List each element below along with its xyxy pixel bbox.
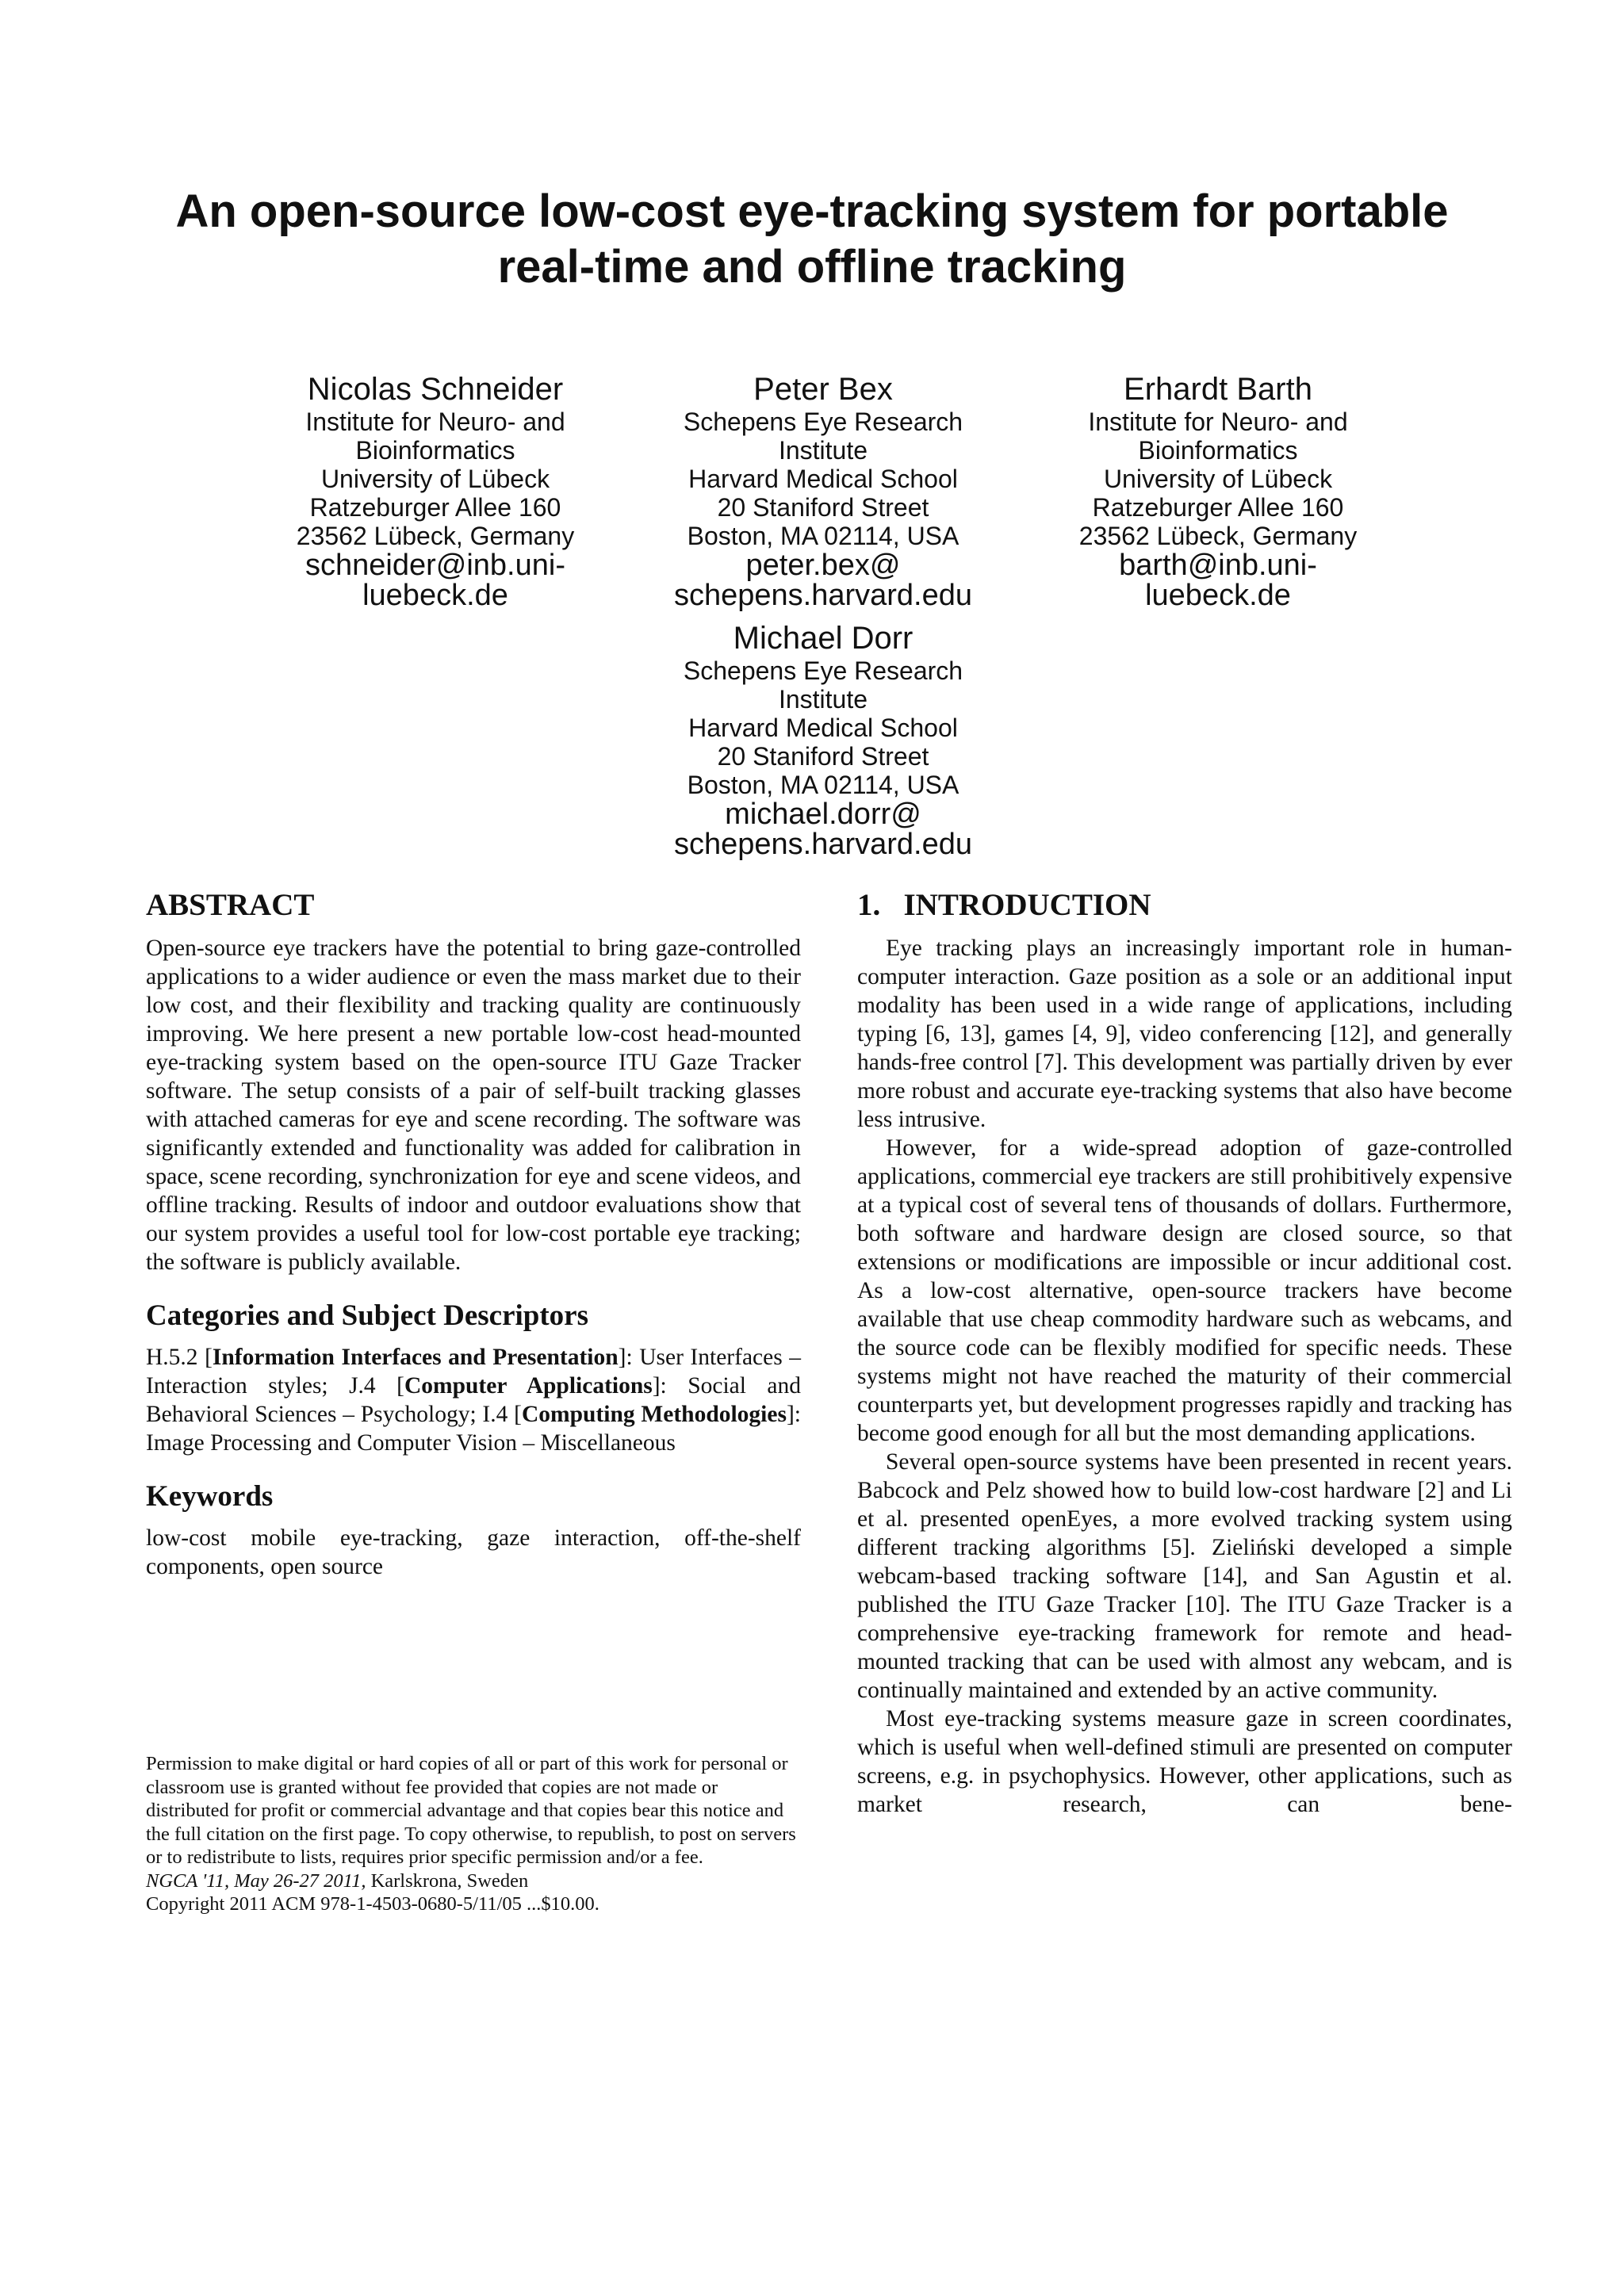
author-affiliation-line: Ratzeburger Allee 160	[1092, 493, 1344, 522]
author-affiliation-line: 20 Staniford Street	[717, 742, 929, 771]
copyright-notice	[146, 1752, 801, 1916]
author-block-bex	[633, 371, 1013, 610]
categories-heading: Categories and Subject Descriptors	[146, 1299, 588, 1332]
intro-paragraph: Eye tracking plays an increasingly important role in human-computer interaction. Gaze position as a sole or an additional input modality has been used in a wide range of applications, including typing [6, 13], games [4, 9], video conferencing [12], and generally hands-free control [7]. This development was partially driven by ever more robust and accurate eye-tracking systems that also have become less intrusive.	[857, 936, 1512, 1132]
author-block-barth	[1028, 371, 1408, 610]
author-affiliation-line: Boston, MA 02114, USA	[687, 522, 959, 550]
author-email-line: schneider@inb.uni-	[305, 549, 565, 582]
author-email-line: michael.dorr@	[725, 798, 921, 831]
categories-text: H.5.2 [Information Interfaces and Presentation]: User Interfaces – Interaction styles; J.4 [Computer Applications]: Social and Behavioral Sciences – Psychology; I.4 [Computing Methodologies]: Image Processing and Computer Vision – Miscellaneous	[146, 1345, 801, 1456]
author-block-dorr	[633, 620, 1013, 859]
author-affiliation-line: Ratzeburger Allee 160	[309, 493, 561, 522]
author-email-line: schepens.harvard.edu	[673, 579, 973, 612]
abstract-heading: ABSTRACT	[146, 888, 315, 922]
author-name: Nicolas Schneider	[307, 372, 564, 407]
author-affiliation-line: Institute	[778, 685, 868, 714]
keywords-text: low-cost mobile eye-tracking, gaze interaction, off-the-shelf components, open source	[146, 1525, 801, 1579]
author-name: Erhardt Barth	[1124, 372, 1312, 407]
title-line-2: real-time and offline tracking	[497, 241, 1127, 293]
author-affiliation-line: 23562 Lübeck, Germany	[1078, 522, 1358, 550]
author-affiliation-line: Schepens Eye Research	[683, 408, 963, 436]
author-affiliation-line: Bioinformatics	[1138, 436, 1298, 465]
author-email-line: luebeck.de	[1145, 579, 1291, 612]
author-affiliation-line: Institute	[778, 436, 868, 465]
author-affiliation-line: Bioinformatics	[355, 436, 515, 465]
author-email-line: luebeck.de	[362, 579, 508, 612]
author-affiliation-line: Institute for Neuro- and	[305, 408, 565, 436]
author-affiliation-line: Institute for Neuro- and	[1088, 408, 1348, 436]
abstract-text: Open-source eye trackers have the potential to bring gaze-controlled applications to a wider audience or even the mass market due to their low cost, and their flexibility and tracking quality are continuously improving. We here present a new portable low-cost head-mounted eye-tracking system based on the open-source ITU Gaze Tracker software. The setup consists of a pair of self-built tracking glasses with attached cameras for eye and scene recording. The software was significantly extended and functionality was added for calibration in space, scene recording, synchronization for eye and scene videos, and offline tracking. Results of indoor and outdoor evaluations show that our system provides a useful tool for low-cost portable eye tracking; the software is publicly available.	[146, 936, 801, 1275]
author-affiliation-line: University of Lübeck	[1103, 465, 1333, 493]
author-affiliation-line: Boston, MA 02114, USA	[687, 771, 959, 799]
title-line-1: An open-source low-cost eye-tracking system for portable	[175, 186, 1449, 237]
author-email-line: peter.bex@	[745, 549, 901, 582]
conference-line: NGCA '11, May 26-27 2011, Karlskrona, Sweden	[146, 1869, 529, 1892]
intro-paragraph: Several open-source systems have been presented in recent years. Babcock and Pelz showed how to build low-cost hardware [2] and Li et al. presented openEyes, a more evolved tracking system using different tracking algorithms [5]. Zieliński developed a simple webcam-based tracking software [14], and San Agustin et al. published the ITU Gaze Tracker [10]. The ITU Gaze Tracker is a comprehensive eye-tracking framework for remote and head-mounted tracking that can be used with almost any webcam, and is continually maintained and extended by an active community.	[857, 1449, 1512, 1703]
author-affiliation-line: Harvard Medical School	[688, 714, 958, 742]
keywords-heading: Keywords	[146, 1480, 274, 1513]
intro-paragraph: However, for a wide-spread adoption of gaze-controlled applications, commercial eye trackers are still prohibitively expensive at a typical cost of several tens of thousands of dollars. Furthermore, both software and hardware design are closed source, so that extensions or modifications are impossible or incur additional cost. As a low-cost alternative, open-source trackers have become available that use cheap commodity hardware such as webcams, and the source code can be flexibly modified for specific needs. These systems might not have reached the maturity of their commercial counterparts yet, but development progresses rapidly and tracking has become good enough for all but the most demanding applications.	[857, 1135, 1512, 1446]
author-block-schneider	[245, 371, 626, 610]
author-affiliation-line: University of Lübeck	[320, 465, 550, 493]
author-affiliation-line: 23562 Lübeck, Germany	[296, 522, 575, 550]
intro-paragraph: Most eye-tracking systems measure gaze in screen coordinates, which is useful when well-defined stimuli are presented on computer screens, e.g. in psychophysics. However, other applications, such as market research, can bene-	[857, 1706, 1512, 1817]
author-affiliation-line: Schepens Eye Research	[683, 656, 963, 685]
left-column	[146, 888, 801, 1581]
author-affiliation-line: 20 Staniford Street	[717, 493, 929, 522]
paper-title	[119, 184, 1505, 295]
author-affiliation-line: Harvard Medical School	[688, 465, 958, 493]
author-name: Peter Bex	[753, 372, 893, 407]
author-email-line: schepens.harvard.edu	[673, 828, 973, 861]
introduction-heading: 1. INTRODUCTION	[857, 888, 1151, 922]
right-column	[857, 888, 1512, 1819]
copyright-line: Copyright 2011 ACM 978-1-4503-0680-5/11/05 ...$10.00.	[146, 1893, 599, 1915]
author-email-line: barth@inb.uni-	[1119, 549, 1317, 582]
permission-text: Permission to make digital or hard copies of all or part of this work for personal or classroom use is granted without fee provided that copies are not made or distributed for profit or commercial advantage and that copies bear this notice and the full citation on the first page. To copy otherwise, to republish, to post on servers or to redistribute to lists, requires prior specific permission and/or a fee.	[146, 1753, 796, 1868]
author-name: Michael Dorr	[733, 621, 914, 656]
